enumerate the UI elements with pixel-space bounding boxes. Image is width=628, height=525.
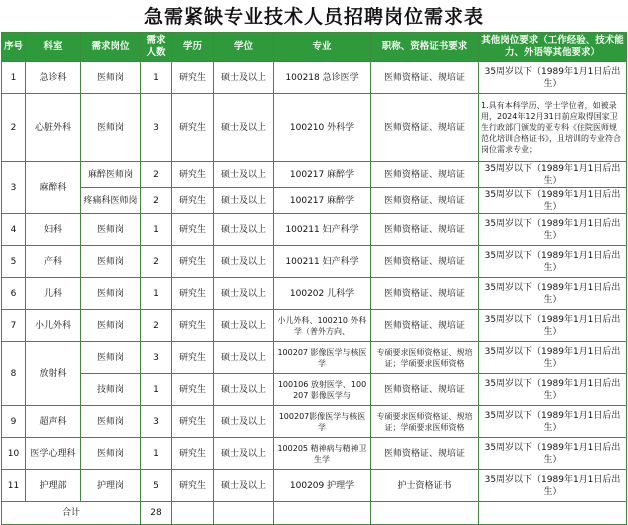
cell-count: 2 [141,310,172,342]
cell-no: 6 [2,278,26,310]
cell-post: 疼痛科医师岗 [81,188,141,214]
table-row [2,214,627,246]
page-title: 急需紧缺专业技术人员招聘岗位需求表 [143,6,484,28]
cell-dept: 放射科 [26,342,81,406]
cell-other: 35周岁以下（1989年1月1日后出生） [479,162,627,188]
cell-edu: 研究生 [172,374,214,406]
cell-post: 医师岗 [81,278,141,310]
cell-edu: 研究生 [172,342,214,374]
cell-other: 35周岁以下（1989年1月1日后出生） [479,470,627,502]
cell-degree: 硕士及以上 [214,374,274,406]
cell-degree: 硕士及以上 [214,278,274,310]
cell-edu: 研究生 [172,438,214,470]
cell-dept: 产科 [26,246,81,278]
empty-cell [479,502,627,525]
cell-no: 4 [2,214,26,246]
cell-other: 35周岁以下（1989年1月1日后出生） [479,62,627,94]
cell-post: 护理岗 [81,470,141,502]
header-other: 其他岗位要求（工作经验、技术能力、外语等其他要求） [479,33,627,62]
empty-cell [172,502,214,525]
cell-count: 1 [141,374,172,406]
cell-other: 35周岁以下（1989年1月1日后出生） [479,214,627,246]
table-row [2,62,627,94]
cell-cert: 医师资格证、规培证 [371,246,479,278]
cell-cert: 医师资格证、规培证 [371,278,479,310]
cell-post: 医师岗 [81,246,141,278]
table-row [2,278,627,310]
table-header-row [2,33,627,62]
cell-edu: 研究生 [172,246,214,278]
cell-dept: 护理部 [26,470,81,502]
cell-major: 100211 妇产科学 [274,214,371,246]
cell-cert: 医师资格证、规培证 [371,162,479,188]
cell-degree: 硕士及以上 [214,214,274,246]
cell-cert: 医师资格证、规培证 [371,62,479,94]
cell-post: 医师岗 [81,310,141,342]
cell-no: 5 [2,246,26,278]
cell-count: 3 [141,406,172,438]
total-label: 合计 [2,502,141,525]
table-row [2,438,627,470]
cell-no: 1 [2,62,26,94]
header-edu: 学历 [172,33,214,62]
recruitment-table [1,32,627,525]
cell-count: 1 [141,278,172,310]
cell-post: 医师岗 [81,406,141,438]
cell-post: 医师岗 [81,438,141,470]
cell-degree: 硕士及以上 [214,470,274,502]
cell-degree: 硕士及以上 [214,62,274,94]
cell-major: 100217 麻醉学 [274,188,371,214]
cell-count: 2 [141,188,172,214]
cell-no: 8 [2,342,26,406]
cell-edu: 研究生 [172,310,214,342]
cell-post: 技师岗 [81,374,141,406]
cell-major: 100209 护理学 [274,470,371,502]
cell-count: 3 [141,342,172,374]
cell-count: 5 [141,470,172,502]
cell-major: 小儿外科、100210 外科学（普外方向、 [274,310,371,342]
cell-edu: 研究生 [172,188,214,214]
header-post: 需求岗位 [81,33,141,62]
cell-other: 35周岁以下（1989年1月1日后出生） [479,342,627,374]
header-major: 专业 [274,33,371,62]
table-row [2,246,627,278]
table-row [2,310,627,342]
cell-major: 100207影像医学与核医学 [274,406,371,438]
table-row [2,374,627,406]
cell-other: 35周岁以下（1989年1月1日后出生） [479,374,627,406]
cell-other: 35周岁以下（1989年1月1日后出生） [479,278,627,310]
cell-dept: 妇科 [26,214,81,246]
cell-cert: 护士资格证书 [371,470,479,502]
cell-major: 100106 放射医学、100207 影像医学与 [274,374,371,406]
empty-cell [274,502,371,525]
cell-cert: 医师资格证、规培证 [371,374,479,406]
cell-edu: 研究生 [172,406,214,438]
cell-major: 100202 儿科学 [274,278,371,310]
cell-no: 9 [2,406,26,438]
cell-post: 医师岗 [81,214,141,246]
cell-other: 1.具有本科学历、学士学位者，如被录用，2024年12月31日前应取得国家卫生行政部门颁发的亚专科《住院医师规范化培训合格证书》，且培训的专业符合岗位需求专业； [479,94,627,162]
cell-other: 35周岁以下（1989年1月1日后出生） [479,438,627,470]
cell-count: 1 [141,438,172,470]
cell-edu: 研究生 [172,162,214,188]
cell-other: 35周岁以下（1989年1月1日后出生） [479,246,627,278]
cell-dept: 医学心理科 [26,438,81,470]
table-row [2,470,627,502]
cell-major: 100210 外科学 [274,94,371,162]
cell-post: 医师岗 [81,62,141,94]
header-count: 需求人数 [141,33,172,62]
cell-other: 35周岁以下（1989年1月1日后出生） [479,188,627,214]
cell-no: 10 [2,438,26,470]
cell-cert: 专硕要求医师资格证、规培证；学硕要求医师资格 [371,342,479,374]
cell-major: 100211 妇产科学 [274,246,371,278]
cell-cert: 医师资格证、规培证 [371,310,479,342]
cell-other: 35周岁以下（1989年1月1日后出生） [479,406,627,438]
cell-dept: 心脏外科 [26,94,81,162]
cell-edu: 研究生 [172,94,214,162]
cell-cert: 医师资格证、规培证 [371,188,479,214]
table-row [2,188,627,214]
cell-major: 100205 精神病与精神卫生学 [274,438,371,470]
cell-no: 11 [2,470,26,502]
cell-count: 1 [141,62,172,94]
empty-cell [214,502,274,525]
header-no: 序号 [2,33,26,62]
cell-major: 100207 影像医学与核医学 [274,342,371,374]
cell-post: 医师岗 [81,342,141,374]
table-row [2,94,627,162]
table-row [2,162,627,188]
cell-degree: 硕士及以上 [214,246,274,278]
header-dept: 科室 [26,33,81,62]
cell-edu: 研究生 [172,470,214,502]
cell-degree: 硕士及以上 [214,310,274,342]
cell-count: 3 [141,94,172,162]
table-row [2,406,627,438]
cell-dept: 超声科 [26,406,81,438]
cell-degree: 硕士及以上 [214,406,274,438]
cell-dept: 儿科 [26,278,81,310]
cell-cert: 专硕要求医师资格证、规培证；学硕要求医师资格 [371,406,479,438]
header-degree: 学位 [214,33,274,62]
cell-degree: 硕士及以上 [214,162,274,188]
cell-degree: 硕士及以上 [214,94,274,162]
cell-count: 2 [141,246,172,278]
cell-count: 1 [141,214,172,246]
cell-cert: 医师资格证、规培证 [371,214,479,246]
cell-post: 麻醉医师岗 [81,162,141,188]
cell-no: 7 [2,310,26,342]
cell-post: 医师岗 [81,94,141,162]
cell-degree: 硕士及以上 [214,342,274,374]
cell-no: 2 [2,94,26,162]
cell-major: 100217 麻醉学 [274,162,371,188]
cell-degree: 硕士及以上 [214,438,274,470]
cell-cert: 医师资格证、规培证 [371,438,479,470]
header-cert: 职称、资格证书要求 [371,33,479,62]
cell-other: 35周岁以下（1989年1月1日后出生） [479,310,627,342]
cell-no: 3 [2,162,26,214]
cell-dept: 小儿外科 [26,310,81,342]
cell-edu: 研究生 [172,278,214,310]
cell-cert: 医师资格证、规培证 [371,94,479,162]
cell-edu: 研究生 [172,214,214,246]
total-row [2,502,627,525]
cell-major: 100218 急诊医学 [274,62,371,94]
table-row [2,342,627,374]
cell-dept: 急诊科 [26,62,81,94]
cell-edu: 研究生 [172,62,214,94]
total-count: 28 [141,502,172,525]
cell-count: 2 [141,162,172,188]
empty-cell [371,502,479,525]
cell-degree: 硕士及以上 [214,188,274,214]
cell-dept: 麻醉科 [26,162,81,214]
